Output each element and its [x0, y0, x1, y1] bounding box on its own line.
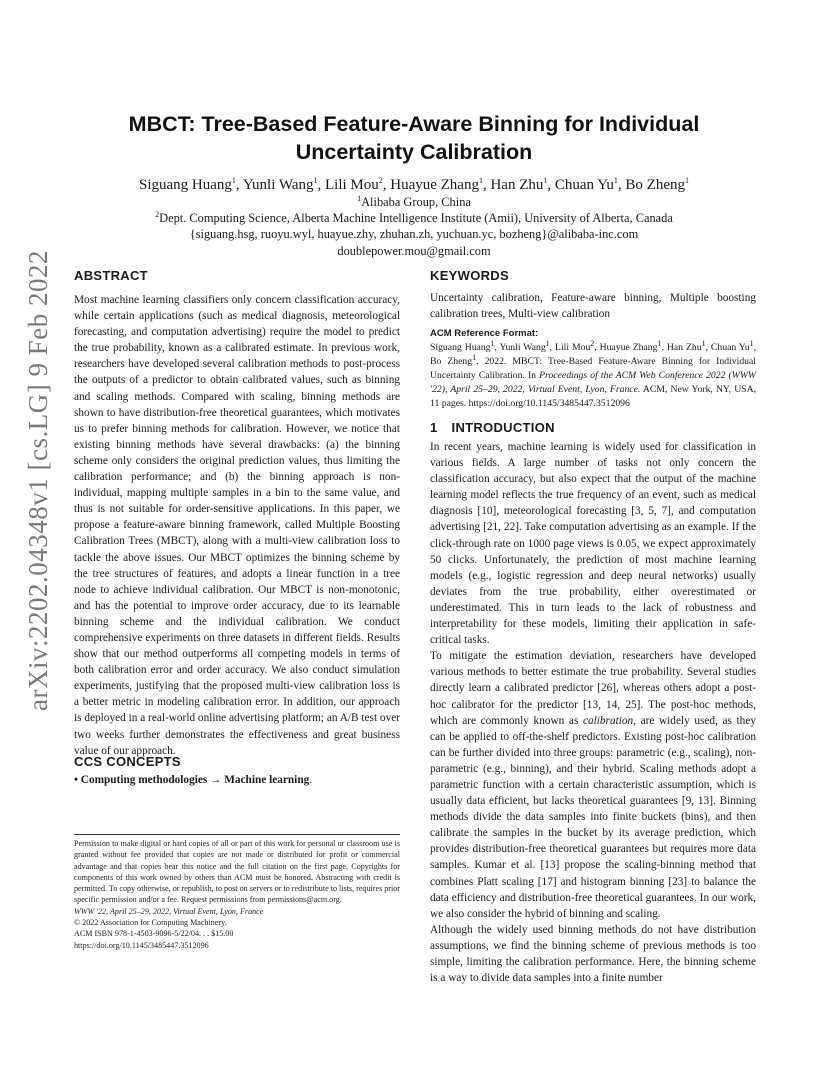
keywords-text: Uncertainty calibration, Feature-aware binning, Multiple boosting calibration trees, Multi-view calibration — [430, 292, 756, 321]
ccs-concepts-entry — [74, 772, 312, 788]
author-affiliation-mark: 1 — [313, 176, 318, 185]
author-affiliation-mark: 1 — [543, 176, 548, 185]
keywords-heading: KEYWORDS — [430, 268, 509, 283]
intro-p2-part-b: , are widely used, as they can be applied to off-the-shelf predictors. Existing post-hoc calibration can be further divided into three groups: parametric (e.g., scaling), non-parametric (e.g., binning), and their hybrid. Scaling methods adopt a parametric function with a certain characteristic assumption, which is usually data efficient, but lacks theoretical guarantees [9, 13]. Binning methods divide the data samples into finite buckets (bins), and then calibrate the samples in the bucket by its average prediction, which provides distribution-free theoretical guarantees but requires more data samples. Kumar et al. [13] propose the scaling-binning method that combines Platt scaling [17] and histogram binning [23] to balance the data efficiency and distribution-free theoretical guarantees. In our work, we also consider the hybrid of binning and scaling. — [430, 714, 756, 920]
ccs-bullet: • — [74, 774, 78, 786]
abstract-heading: ABSTRACT — [74, 268, 148, 283]
author-email-secondary: doublepower.mou@gmail.com — [337, 244, 491, 258]
copyright-footnote — [74, 838, 400, 951]
author-name: Chuan Yu — [554, 177, 614, 193]
copyright-line: © 2022 Association for Computing Machinery. — [74, 918, 227, 928]
abstract-text: Most machine learning classifiers only concern classification accuracy, while certain applications (such as medical diagnosis, meteorological forecasting, and computation advertising) require the model to predict the true probability, known as a calibrated estimate. In previous work, researchers have developed several calibration methods to post-process the outputs of a predictor to obtain calibrated values, such as binning and scaling methods. Compared with scaling, binning methods are shown to have distribution-free theoretical guarantees, which motivates us to prefer binning methods for calibration. However, we notice that existing binning methods have several drawbacks: (a) the binning scheme only considers the original prediction values, thus limiting the calibration performance; and (b) the binning approach is non-individual, mapping multiple samples in a bin to the same value, and thus is not suitable for order-sensitive applications. In this paper, we propose a feature-aware binning framework, called Multiple Boosting Calibration Trees (MBCT), along with a multi-view calibration loss to tackle the above issues. Our MBCT optimizes the binning scheme by the tree structures of features, and adopts a linear function in a tree node to achieve individual calibration. Our MBCT is non-monotonic, and has the potential to improve order accuracy, due to its learnable binning scheme and the individual calibration. We conduct comprehensive experiments on three datasets in different fields. Results show that our method outperforms all competing models in terms of both calibration error and order accuracy. We also conduct simulation experiments, justifying that the proposed multi-view calibration loss is a better metric in modeling calibration error. In addition, our approach is deployed in a real-world online advertising platform; an A/B test over two weeks further demonstrates the effectiveness and great business value of our approach. — [74, 294, 400, 757]
author-affiliation-mark: 2 — [378, 176, 383, 185]
affiliation-mark: 1 — [357, 193, 362, 203]
arxiv-stamp-text: arXiv:2202.04348v1 [cs.LG] 9 Feb 2022 — [22, 249, 53, 711]
author-name: Han Zhu — [490, 177, 544, 193]
author-affiliation-mark: 1 — [478, 176, 483, 185]
isbn-line: ACM ISBN 978-1-4503-9096-5/22/04. . . $15.00 — [74, 929, 234, 939]
author-affiliation-mark: 1 — [613, 176, 618, 185]
affiliation-2 — [74, 210, 754, 226]
intro-paragraph-2 — [430, 648, 756, 922]
author-emails: {siguang.hsg, ruoyu.wyl, huayue.zhy, zhuhan.zh, yuchuan.yc, bozheng}@alibaba-inc.com — [189, 227, 639, 241]
reference-authors: Siguang Huang$^1$, Yunli Wang$^1$, Lili Mou$^2$, Huayue Zhang$^1$, Han Zhu$^1$, Chuan Yu$^1$, Bo Zheng$^1$. — [430, 338, 756, 368]
author-affiliation-mark: 1 — [684, 176, 689, 185]
doi-link[interactable]: https://doi.org/10.1145/3485447.3512096 — [74, 940, 209, 950]
reference-tail: ACM, New York, NY, USA, 11 pages. https://doi.org/10.1145/3485447.3512096 — [430, 384, 756, 410]
section-number: 1 — [430, 420, 438, 435]
reference-title: 2022. MBCT: Tree-Based Feature-Aware Binning for Individual Uncertainty Calibration. In — [430, 356, 756, 382]
intro-p2-emphasis: calibration — [582, 714, 634, 727]
affiliation-mark: 2 — [155, 209, 160, 219]
intro-paragraph-1: In recent years, machine learning is widely used for classification in various fields. A large number of tasks not only concern the classification accuracy, but also expect that the output of the machine learning model reflects the true frequency of an event, such as medical diagnosis [10], meteorological forecasting [3, 5, 7], and computation advertising [21, 22]. Take computation advertising as an example. If the click-through rate on 1000 page views is 0.05, we expect approximately 50 clicks. Unfortunately, the prediction of most machine learning models (e.g., logistic regression and deep neural networks) usually deviates from the true probability, either overestimated or underestimated. This in turn leads to the lack of robustness and interpretability for these models, limiting their application in safe-critical tasks. — [430, 441, 756, 647]
intro-paragraph-3: Although the widely used binning methods do not have distribution assumptions, we find the binning scheme of previous methods is too simple, limiting the calibration performance. Here, the binning scheme is a way to divide data samples into a finite number — [430, 923, 756, 985]
conference-venue: WWW '22, April 25–29, 2022, Virtual Event, Lyon, France — [74, 906, 264, 916]
author-name: Siguang Huang — [139, 177, 232, 193]
author-name: Lili Mou — [324, 177, 379, 193]
author-name: Yunli Wang — [242, 177, 314, 193]
paper-title: MBCT: Tree-Based Feature-Aware Binning for Individual Uncertainty Calibration — [128, 112, 700, 164]
ccs-concepts-heading: CCS CONCEPTS — [74, 754, 181, 769]
affiliation-text: Alibaba Group, China — [361, 195, 471, 209]
affiliation-text: Dept. Computing Science, Alberta Machine Intelligence Institute (Amii), University of Alberta, Canada — [159, 211, 673, 225]
introduction-heading — [430, 420, 555, 436]
ccs-end: . — [309, 774, 313, 786]
reference-format-text — [430, 338, 756, 411]
reference-format-heading: ACM Reference Format: — [430, 328, 539, 339]
intro-p2-part-a: To mitigate the estimation deviation, researchers have developed various methods to better estimate the true probability. Several studies directly learn a calibrated predictor [26], whereas others adopt a post-hoc calibrator for the predictor [13, 14, 25]. The post-hoc methods, which are commonly known as — [430, 650, 756, 727]
author-affiliation-mark: 1 — [231, 176, 236, 185]
ccs-concept-text: Computing methodologies → Machine learning — [80, 774, 310, 786]
introduction-body — [430, 439, 756, 986]
affiliation-1 — [74, 194, 754, 210]
section-title: INTRODUCTION — [451, 420, 555, 435]
arxiv-identifier-stamp — [18, 249, 58, 711]
author-name: Bo Zheng — [625, 177, 685, 193]
author-name: Huayue Zhang — [390, 177, 479, 193]
footnote-divider — [74, 834, 400, 835]
permission-notice: Permission to make digital or hard copies of all or part of this work for personal or classroom use is granted without fee provided that copies are not made or distributed for profit or commercial advantage and that copies bear this notice and the full citation on the first page. Copyrights for components of this work owned by others than ACM must be honored. Abstracting with credit is permitted. To copy otherwise, or republish, to post on servers or to redistribute to lists, requires prior specific permission and/or a fee. Request permissions from permissions@acm.org. — [74, 839, 400, 905]
reference-proceedings: Proceedings of the ACM Web Conference 2022 (WWW '22), April 25–29, 2022, Virtual Event, Lyon, France. — [430, 370, 756, 396]
author-list: Siguang Huang$^1$, Yunli Wang$^1$, Lili Mou$^2$, Huayue Zhang$^1$, Han Zhu$^1$, Chuan Yu$^1$, Bo Zheng$^1$ — [139, 176, 689, 193]
